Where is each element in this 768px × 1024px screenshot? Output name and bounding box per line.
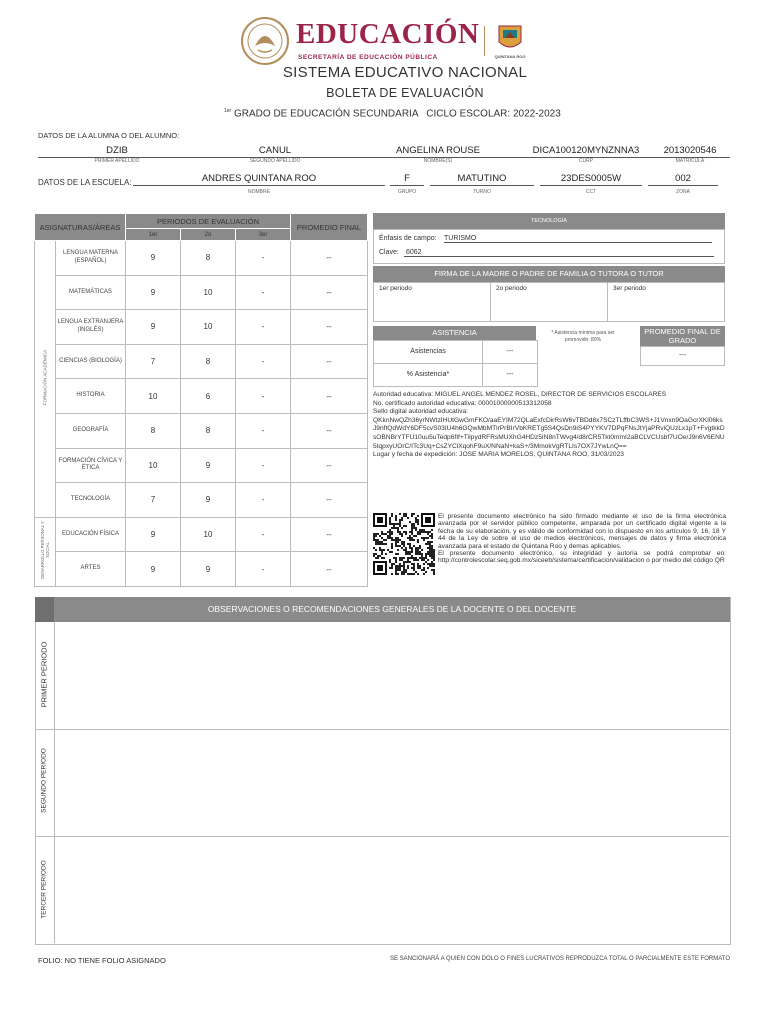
grade-p3: - xyxy=(236,517,291,552)
grade-final: -- xyxy=(291,517,368,552)
grade-p3: - xyxy=(236,552,291,587)
footer-warning: SE SANCIONARÁ A QUIEN CON DOLO O FINES LUCRATIVOS REPRODUZCA TOTAL O PARCIALMENTE ESTE FORMATO xyxy=(389,956,730,962)
school-name: ANDRES QUINTANA ROO xyxy=(133,173,385,186)
school-shift: MATUTINO xyxy=(430,173,534,186)
period-2-header: 2o xyxy=(181,229,236,241)
curp-label: CURP xyxy=(578,158,594,164)
grade-sup: 1er xyxy=(224,108,232,114)
student-names: ANGELINA ROUSE xyxy=(354,145,522,158)
final-average-header: PROMEDIO FINAL DE GRADO xyxy=(640,326,725,346)
technology-field-value: TURISMO xyxy=(444,235,712,243)
observations-divider xyxy=(54,622,55,943)
final-average-value: --- xyxy=(640,346,725,366)
technology-key-label: Clave: xyxy=(379,249,399,256)
attendance-value: --- xyxy=(482,340,538,364)
school-cct: 23DES0005W xyxy=(540,173,642,186)
legal-paragraph-1: El presente documento electrónico ha sido firmado mediante el uso de la firma electrónica avanzada por el servidor público competente, amparada por un certificado digital vigente a la fecha de su elaboración, y es válido de conformidad con lo dispuesto en los artículos 9, 16, 18 Y 44 de la Ley de sobre el uso de medios electrónicos, mensajes de datos y firma electrónica avanzada para el estado de Quintana Roo y demas aplicables. xyxy=(438,513,726,550)
observations-period-2: SEGUNDO PERIODO xyxy=(40,748,48,813)
student-second-surname: CANUL xyxy=(196,145,354,158)
observations-corner xyxy=(35,597,54,622)
school-cct-label: CCT xyxy=(585,189,597,195)
observations-row-line xyxy=(35,836,729,837)
grade-final: -- xyxy=(291,483,368,518)
second-surname-label: SEGUNDO APELLIDO xyxy=(249,158,301,164)
attendance-percent-label: % Asistencia* xyxy=(373,363,483,387)
subject-name: LENGUA MATERNA (ESPAÑOL) xyxy=(56,241,126,276)
student-matricula: 2013020546 xyxy=(650,145,730,158)
authority-block xyxy=(373,391,725,460)
grade-final: -- xyxy=(291,241,368,276)
grade-p1: 9 xyxy=(126,552,181,587)
group-personal-cell xyxy=(35,517,56,586)
col-final-header: PROMEDIO FINAL xyxy=(291,214,368,241)
grade-p2: 8 xyxy=(181,344,236,379)
signature-period-2-label: 2o periodo xyxy=(496,285,527,292)
legal-text xyxy=(438,513,726,565)
group-personal-label: DESARROLLO PERSONAL Y SOCIAL xyxy=(40,520,50,579)
observations-header: OBSERVACIONES O RECOMENDACIONES GENERALES DE LA DOCENTE O DEL DOCENTE xyxy=(54,597,730,622)
grade-final: -- xyxy=(291,275,368,310)
logo-divider xyxy=(484,26,485,56)
grade-p3: - xyxy=(236,344,291,379)
grade-p3: - xyxy=(236,241,291,276)
state-logo-text: QUINTANA ROO xyxy=(494,54,526,59)
subject-name: EDUCACIÓN FÍSICA xyxy=(56,517,126,552)
grade-p1: 10 xyxy=(126,448,181,483)
grade-line xyxy=(224,108,561,119)
student-first-surname: DZIB xyxy=(38,145,196,158)
observations-table xyxy=(35,597,731,945)
matricula-label: MATRÍCULA xyxy=(675,158,705,164)
page-subtitle: BOLETA DE EVALUACIÓN xyxy=(326,86,484,100)
footer-folio: FOLIO: NO TIENE FOLIO ASIGNADO xyxy=(38,956,166,965)
observations-row-line xyxy=(35,729,729,730)
grade-p3: - xyxy=(236,275,291,310)
grade-final: -- xyxy=(291,448,368,483)
signature-period-1-label: 1er periodo xyxy=(379,285,412,292)
grade-text: GRADO DE EDUCACIÓN SECUNDARIA CICLO ESCOLAR: 2022-2023 xyxy=(234,108,561,120)
period-3-header: 3er xyxy=(236,229,291,241)
grade-final: -- xyxy=(291,552,368,587)
period-1-header: 1er xyxy=(126,229,181,241)
technology-key-value: 6062 xyxy=(404,249,714,257)
grade-final: -- xyxy=(291,379,368,414)
technology-header: TECNOLOGÍA xyxy=(373,213,725,229)
grade-p1: 9 xyxy=(126,517,181,552)
grade-p3: - xyxy=(236,448,291,483)
grade-p3: - xyxy=(236,413,291,448)
school-group: F xyxy=(390,173,424,186)
subject-name: ARTES xyxy=(56,552,126,587)
grade-p2: 6 xyxy=(181,379,236,414)
attendance-note: * Asistencia mínima para ser promovido: 80% xyxy=(551,330,615,343)
grade-p1: 7 xyxy=(126,483,181,518)
grade-final: -- xyxy=(291,413,368,448)
attendance-header: ASISTENCIA xyxy=(373,326,536,340)
logo-text: EDUCACIÓN xyxy=(296,18,480,50)
authority-name: Autoridad educativa: MIGUEL ANGEL MENDEZ ROSEL, DIRECTOR DE SERVICIOS ESCOLARES xyxy=(373,391,667,398)
authority-certificate: No. certificado autoridad educativa: 00001000000513312058 xyxy=(373,399,552,407)
grade-p1: 7 xyxy=(126,344,181,379)
subject-name: FORMACIÓN CÍVICA Y ÉTICA xyxy=(56,448,126,483)
col-subjects-header: ASIGNATURAS/ÁREAS xyxy=(35,214,126,241)
subject-name: TECNOLOGÍA xyxy=(56,483,126,518)
subject-name: MATEMÁTICAS xyxy=(56,275,126,310)
grades-table xyxy=(34,213,368,587)
school-name-label: NOMBRE xyxy=(248,189,270,195)
first-surname-label: PRIMER APELLIDO xyxy=(94,158,140,164)
signature-period-3-label: 3er periodo xyxy=(613,285,646,292)
school-zone-label: ZONA xyxy=(676,189,690,195)
page-title: SISTEMA EDUCATIVO NACIONAL xyxy=(282,64,528,81)
grade-p2: 9 xyxy=(181,448,236,483)
group-academic-cell xyxy=(35,241,56,518)
grade-p2: 8 xyxy=(181,241,236,276)
authority-seal-label: Sello digital autoridad educativa: xyxy=(373,408,468,416)
student-section-label: DATOS DE LA ALUMNA O DEL ALUMNO: xyxy=(38,131,180,140)
observations-period-1: PRIMER PERIODO xyxy=(39,641,49,708)
observations-period-3: TERCER PERIODO xyxy=(40,860,48,919)
technology-field-label: Énfasis de campo: xyxy=(379,235,437,242)
state-logo-icon xyxy=(497,22,523,58)
subject-name: CIENCIAS (BIOLOGÍA) xyxy=(56,344,126,379)
grade-p3: - xyxy=(236,379,291,414)
grade-p1: 9 xyxy=(126,275,181,310)
student-curp: DICA100120MYNZNNA3 xyxy=(522,145,650,158)
mexico-seal-icon xyxy=(240,16,290,66)
grade-p1: 10 xyxy=(126,379,181,414)
subject-name: HISTORIA xyxy=(56,379,126,414)
subject-name: GEOGRAFÍA xyxy=(56,413,126,448)
grade-p1: 9 xyxy=(126,310,181,345)
qr-code-icon xyxy=(373,513,435,575)
school-section-label: DATOS DE LA ESCUELA: xyxy=(38,178,132,187)
grade-p1: 9 xyxy=(126,241,181,276)
grade-p1: 8 xyxy=(126,413,181,448)
grade-p2: 10 xyxy=(181,275,236,310)
school-group-label: GRUPO xyxy=(397,189,417,195)
school-shift-label: TURNO xyxy=(473,189,491,195)
col-periods-header: PERIODOS DE EVALUACIÓN xyxy=(126,214,291,229)
attendance-percent-value: --- xyxy=(482,363,538,387)
grade-p2: 8 xyxy=(181,413,236,448)
attendance-label: Asistencias xyxy=(373,340,483,364)
grade-final: -- xyxy=(291,344,368,379)
names-label: NOMBRE(S) xyxy=(423,158,453,164)
signature-header: FIRMA DE LA MADRE O PADRE DE FAMILIA O TUTORA O TUTOR xyxy=(373,266,725,282)
grade-p2: 9 xyxy=(181,552,236,587)
grade-final: -- xyxy=(291,310,368,345)
school-zone: 002 xyxy=(648,173,718,186)
legal-paragraph-2: El presente documento electrónico, su integridad y autoría se podrá comprobar en: http://controlescolar.seq.gob.mx/siceeb/sistema/certificacion/validacion o por medio del código QR xyxy=(438,550,726,565)
grade-p3: - xyxy=(236,310,291,345)
authority-seal: QKknNwQZh36yrNWtzIHUtGwGmFKO/aaEYIM72QLaExfcDirRsW6vTBDd8x7SCzTLffbC3WS+J1Vnxn9OaGcrXKl06ksJ9nftQdWdY6DF5cvS03IU4h6GQwMbMTlrPrBIrVbKRETg5S4QsDn9iS4PYYKV7DPqFNsJtYjaPRviQUzLx1pT+FvgtkkDsOBNBrYTFU10uu5uTedp6fIf+TiIpydRFRsMUXhG4HDz5IN8nTWvg4/d8rCR5Tkt0mmI2aBCLVCUsbf7UOe/J9n6V6ENU5tqpxyUOrC/ITc3Uq+CsZYClXqohF9uX/NNaN+kaS+/3MmokVgRTLIs7OX7JYwLnQ== xyxy=(373,416,725,450)
grade-p2: 9 xyxy=(181,483,236,518)
grade-p3: - xyxy=(236,483,291,518)
authority-place-date: Lugar y fecha de expedición: JOSE MARIA MORELOS, QUINTANA ROO, 31/03/2023 xyxy=(373,451,624,459)
grade-p2: 10 xyxy=(181,517,236,552)
group-academic-label: FORMACIÓN ACADÉMICA xyxy=(42,349,48,406)
grade-p2: 10 xyxy=(181,310,236,345)
subject-name: LENGUA EXTRANJERA (INGLÉS) xyxy=(56,310,126,345)
logo-subtitle: SECRETARÍA DE EDUCACIÓN PÚBLICA xyxy=(298,54,438,61)
